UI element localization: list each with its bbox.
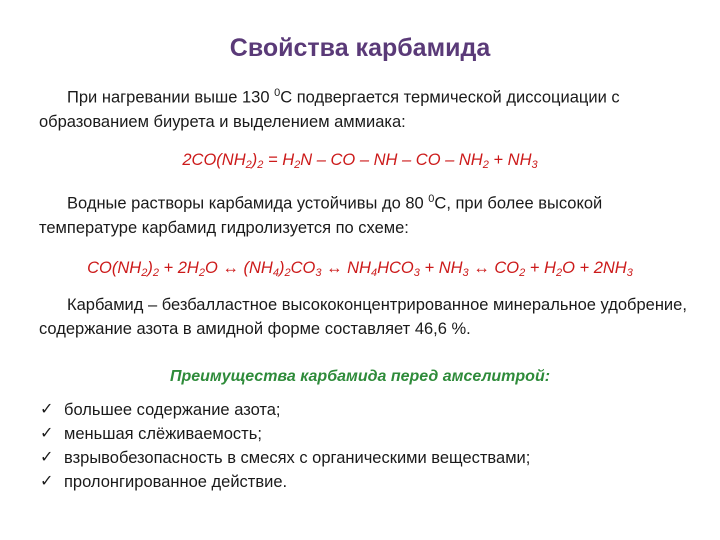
paragraph-text: С подвергается термической диссоциации с образованием биурета и выделением аммиака: — [39, 88, 620, 131]
checkmark-icon: ✓ — [40, 473, 54, 490]
paragraph-text: С, при более высокой температуре карбамид гидролизуется по схеме: — [39, 194, 603, 237]
checkmark-icon: ✓ — [40, 425, 54, 442]
paragraph-text: Водные растворы карбамида устойчивы до 80 — [67, 194, 429, 213]
equilibrium-arrow-icon: ↔ — [473, 259, 490, 277]
paragraph-thermal-dissociation — [39, 81, 689, 134]
advantages-heading: Преимущества карбамида перед амселитрой: — [169, 368, 551, 385]
list-item: ✓ меньшая слёживаемость; — [40, 422, 530, 446]
list-item: ✓ большее содержание азота; — [40, 398, 530, 422]
paragraph-hydrolysis — [39, 187, 689, 240]
degree-mark: 0 — [428, 193, 435, 205]
equilibrium-arrow-icon: ↔ — [326, 259, 343, 277]
checkmark-icon: ✓ — [40, 449, 54, 466]
advantages-list — [40, 398, 530, 494]
equilibrium-arrow-icon: ↔ — [222, 259, 239, 277]
checkmark-icon: ✓ — [40, 401, 54, 418]
slide-title: Свойства карбамида — [229, 34, 491, 62]
paragraph-fertilizer — [39, 293, 689, 341]
paragraph-text: При нагревании выше 130 — [67, 88, 275, 107]
list-item: ✓ пролонгированное действие. — [40, 470, 530, 494]
degree-mark: 0 — [274, 87, 281, 99]
list-item: ✓ взрывобезопасность в смесях с органическими веществами; — [40, 446, 530, 470]
formula-biuret: $2CO(NH_2)_2 = H_2N$ – CO – NH – CO – $NH_2 + NH_3$ — [182, 151, 538, 171]
formula-hydrolysis: $CO(NH_2)_2 + 2H_2O$ ↔ $(NH_4)_2CO_3$ ↔ $NH_4HCO_3 + NH_3$ ↔ $CO_2 + H_2O + 2NH_3$ — [87, 259, 633, 279]
paragraph-text: Карбамид – безбалластное высококонцентрированное минеральное удобрение, содержание азота в амидной форме составляет 46,6 %. — [39, 296, 687, 338]
